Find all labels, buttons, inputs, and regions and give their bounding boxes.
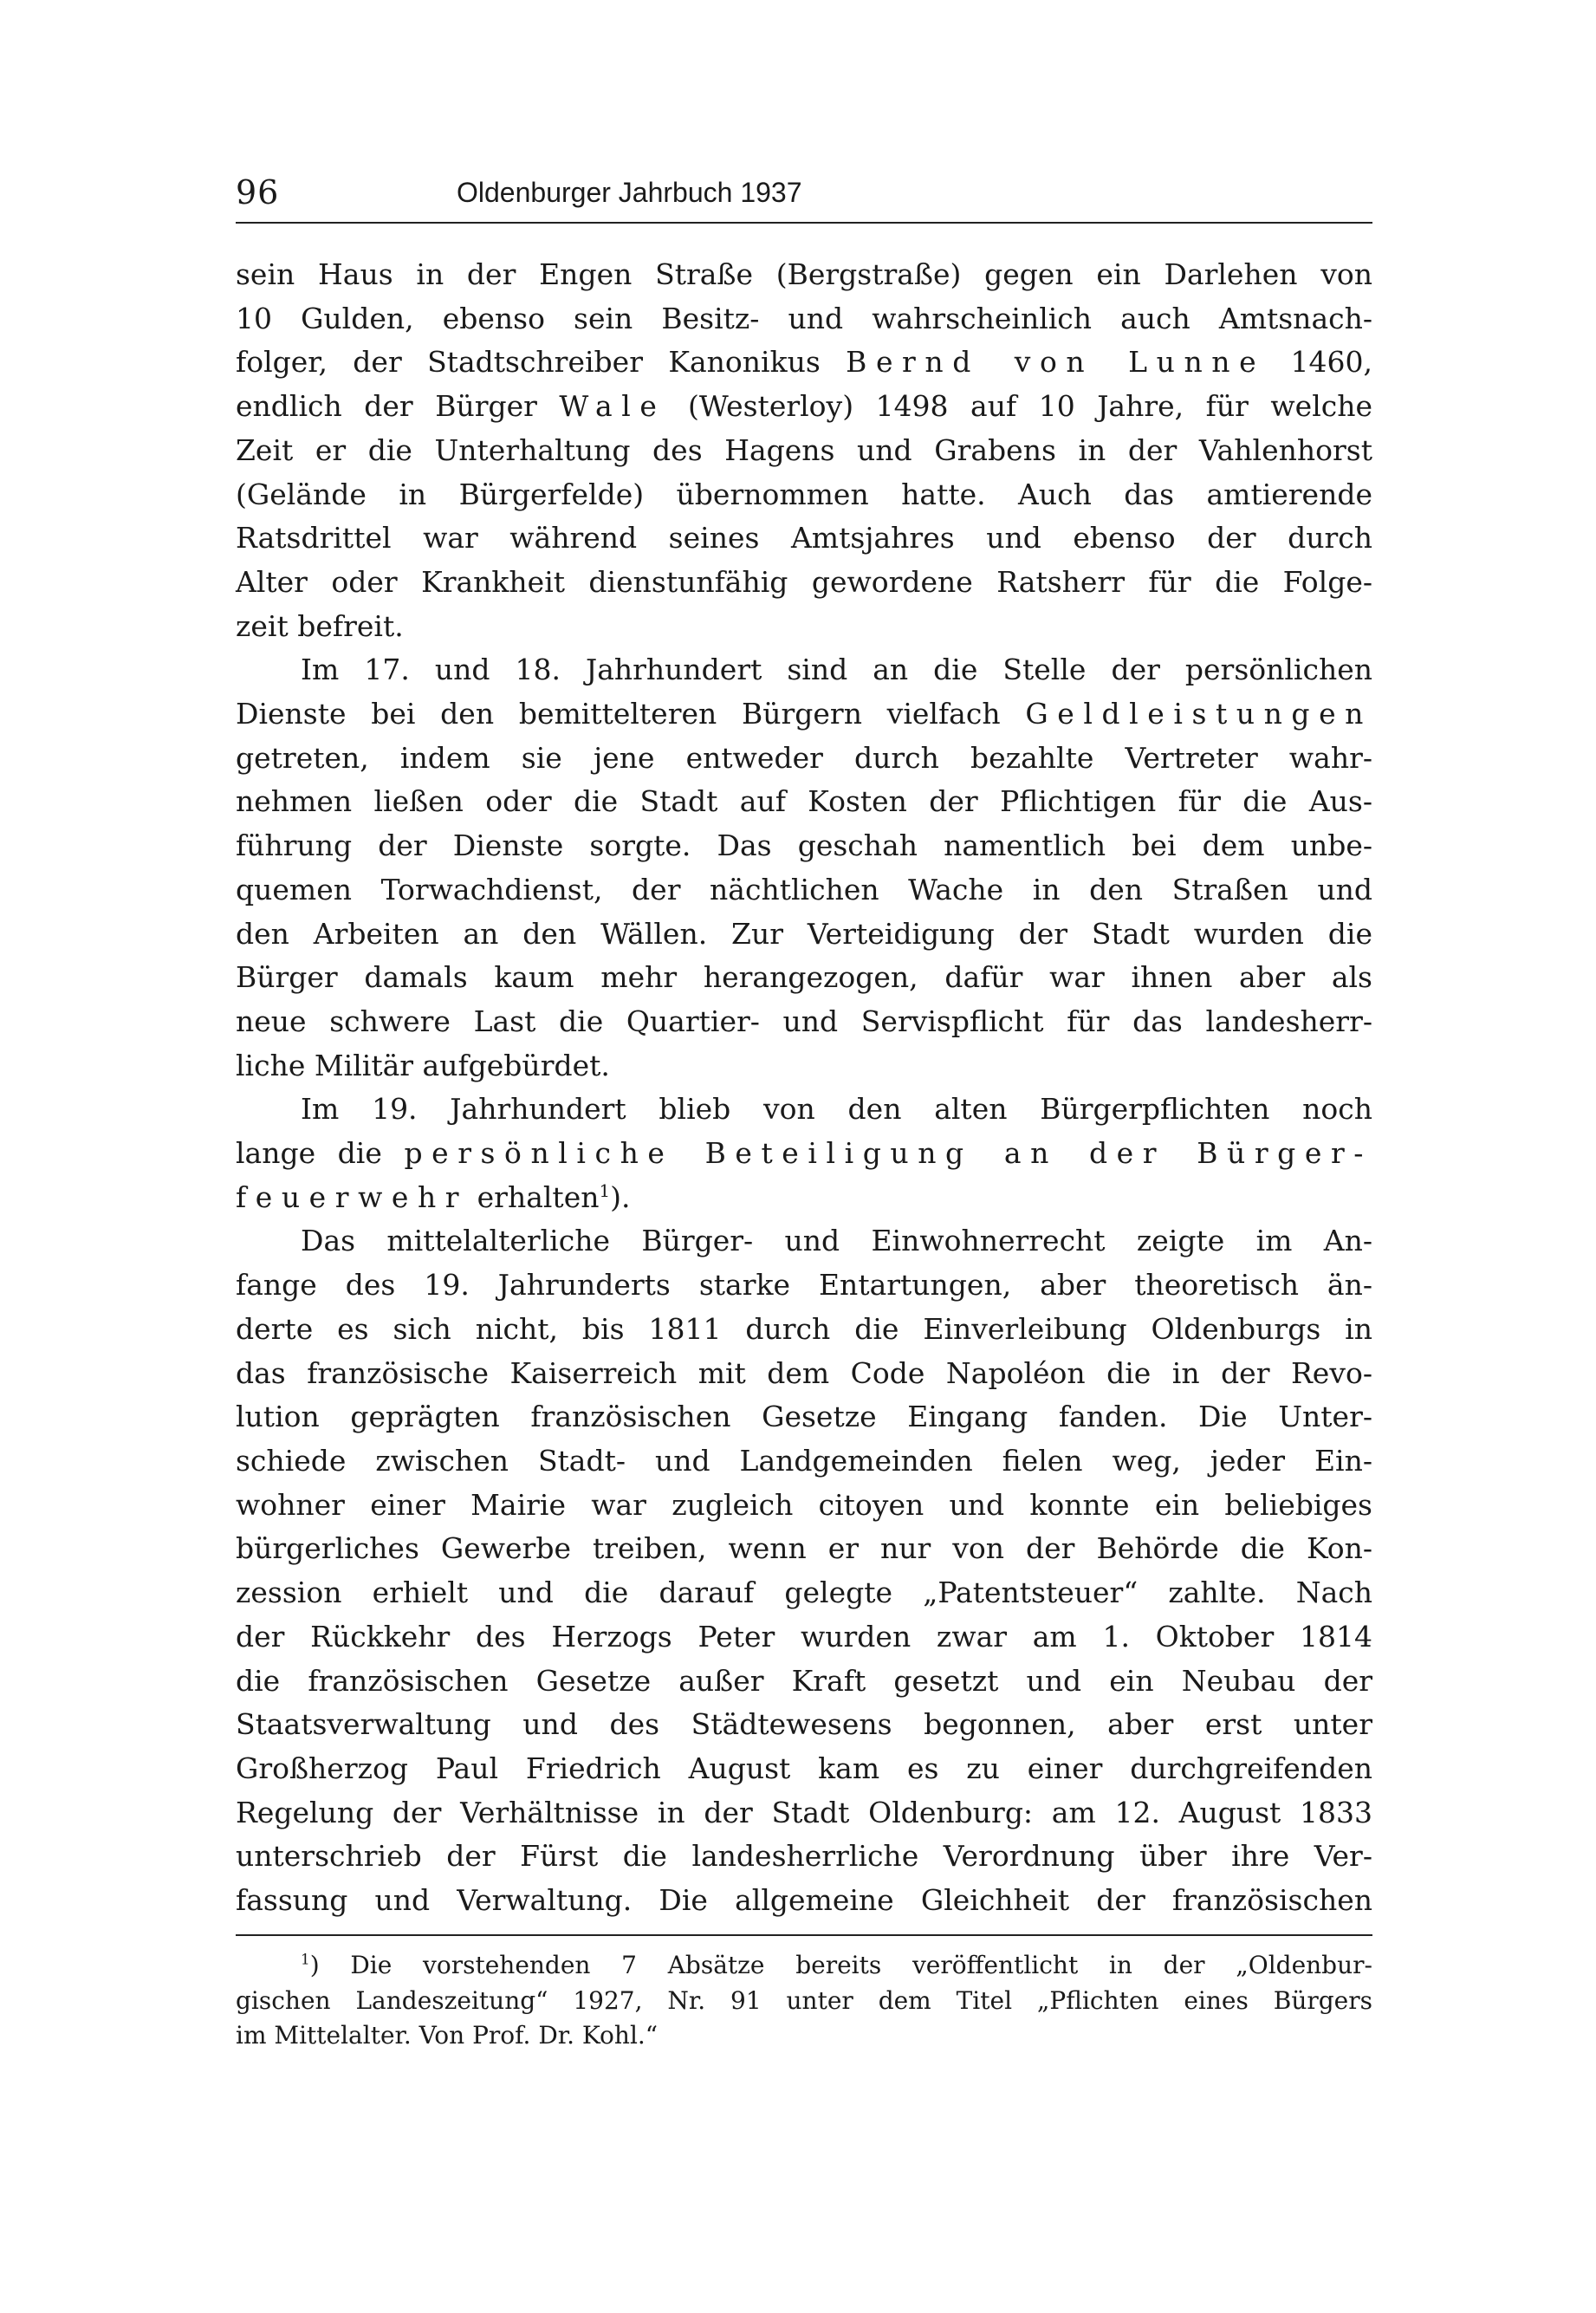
body-line	[236, 1660, 1372, 1704]
text-run: zession erhielt und die darauf gelegte „Patentsteuer“ zahlte. Nach	[236, 1576, 1372, 1610]
text-run: (Westerloy) 1498 auf 10 Jahre, für welche	[665, 389, 1373, 424]
text-run: (Gelände in Bürgerfelde) übernommen hatte. Auch das amtierende	[236, 477, 1372, 511]
body-line	[236, 1835, 1372, 1879]
spaced-emphasis: Wale	[559, 389, 666, 424]
body-line	[236, 913, 1372, 957]
footnotes	[236, 1948, 1372, 2054]
body-line	[236, 1088, 1372, 1132]
body-line	[236, 1439, 1372, 1484]
body-line	[236, 1132, 1372, 1176]
text-run: 1460,	[1265, 345, 1373, 380]
text-run: lange die	[236, 1136, 405, 1171]
body-line	[236, 737, 1372, 781]
body-line	[236, 868, 1372, 913]
text-run: den Arbeiten an den Wällen. Zur Verteidigung der Stadt wurden die	[236, 916, 1372, 951]
text-run: endlich der Bürger	[236, 389, 560, 424]
body-line	[236, 648, 1372, 692]
text-run: Dienste bei den bemittelteren Bürgern vielfach	[236, 697, 1026, 731]
spaced-emphasis: Bernd von Lunne	[846, 345, 1266, 380]
text-run: zeit befreit.	[236, 608, 404, 643]
body-line	[236, 561, 1372, 605]
body-line	[236, 1044, 1372, 1088]
text-run: nehmen ließen oder die Stadt auf Kosten der Pflichtigen für die Aus-	[236, 784, 1372, 819]
body-line	[236, 1264, 1372, 1308]
text-run: erhalten	[468, 1179, 600, 1214]
text-run: Großherzog Paul Friedrich August kam es zu einer durchgreifenden	[236, 1751, 1372, 1785]
text-run: das französische Kaiserreich mit dem Code Napoléon die in der Revo-	[236, 1355, 1372, 1390]
body-line	[236, 692, 1372, 737]
body-line	[236, 341, 1372, 385]
body-line	[236, 473, 1372, 517]
body-line	[236, 605, 1372, 649]
text-run: sein Haus in der Engen Straße (Bergstraße) gegen ein Darlehen von	[236, 257, 1372, 291]
text-run: Im 17. und 18. Jahrhundert sind an die Stelle der persönlichen	[301, 653, 1372, 687]
text-run: ) Die vorstehenden 7 Absätze bereits veröffentlicht in der „Oldenbur-	[309, 1951, 1372, 1979]
text-run: Bürger damals kaum mehr herangezogen, dafür war ihnen aber als	[236, 960, 1372, 995]
text-run: getreten, indem sie jene entweder durch bezahlte Vertreter wahr-	[236, 740, 1372, 775]
text-run: bürgerliches Gewerbe treiben, wenn er nur von der Behörde die Kon-	[236, 1531, 1372, 1566]
body-line	[236, 1352, 1372, 1396]
page-header	[236, 172, 1372, 224]
header-rule	[236, 222, 1372, 224]
text-run: Alter oder Krankheit dienstunfähig gewordene Ratsherr für die Folge-	[236, 564, 1372, 599]
body-line	[236, 780, 1372, 824]
body-line	[236, 1791, 1372, 1835]
text-run: quemen Torwachdienst, der nächtlichen Wache in den Straßen und	[236, 872, 1372, 906]
text-run: ).	[610, 1179, 631, 1214]
footnote-rule	[236, 1934, 1372, 1936]
text-run: Das mittelalterliche Bürger- und Einwohnerrecht zeigte im An-	[301, 1224, 1372, 1258]
footnote-line	[236, 2018, 1372, 2054]
text-run: folger, der Stadtschreiber Kanonikus	[236, 345, 847, 380]
spaced-emphasis: Geldleistungen	[1025, 697, 1372, 731]
body-line	[236, 1747, 1372, 1791]
body-line	[236, 1176, 1372, 1220]
text-run: führung der Dienste sorgte. Das geschah namentlich bei dem unbe-	[236, 828, 1372, 863]
text-run: schiede zwischen Stadt- und Landgemeinden fielen weg, jeder Ein-	[236, 1443, 1372, 1478]
body-line	[236, 824, 1372, 868]
text-run: Ratsdrittel war während seines Amtsjahres und ebenso der durch	[236, 521, 1372, 556]
text-run: neue schwere Last die Quartier- und Servispflicht für das landesherr-	[236, 1004, 1372, 1038]
text-run: fassung und Verwaltung. Die allgemeine Gleichheit der französischen	[236, 1883, 1372, 1918]
body-line	[236, 1615, 1372, 1660]
body-line	[236, 1527, 1372, 1571]
body-line	[236, 429, 1372, 473]
text-run: 10 Gulden, ebenso sein Besitz- und wahrscheinlich auch Amtsnach-	[236, 301, 1372, 335]
text-run: fange des 19. Jahrunderts starke Entartungen, aber theoretisch än-	[236, 1268, 1372, 1303]
footnote-line	[236, 1984, 1372, 2019]
text-run: derte es sich nicht, bis 1811 durch die Einverleibung Oldenburgs in	[236, 1311, 1372, 1346]
body-line	[236, 956, 1372, 1000]
text-run: unterschrieb der Fürst die landesherrliche Verordnung über ihre Ver-	[236, 1839, 1372, 1874]
text-run: liche Militär aufgebürdet.	[236, 1048, 610, 1082]
body-line	[236, 1571, 1372, 1615]
footnote-marker: 1	[301, 1950, 310, 1968]
body-line	[236, 253, 1372, 297]
body-line	[236, 1484, 1372, 1528]
body-line	[236, 1879, 1372, 1923]
body-line	[236, 1703, 1372, 1747]
body-line	[236, 297, 1372, 341]
spaced-emphasis: persönliche Beteiligung an der Bürger-	[404, 1136, 1372, 1171]
body-line	[236, 1308, 1372, 1352]
body-line	[236, 1219, 1372, 1264]
footnote-marker: 1	[599, 1180, 611, 1201]
body-line	[236, 517, 1372, 561]
body-line	[236, 385, 1372, 429]
text-run: wohner einer Mairie war zugleich citoyen und konnte ein beliebiges	[236, 1487, 1372, 1522]
text-run: Im 19. Jahrhundert blieb von den alten Bürgerpflichten noch	[301, 1092, 1372, 1127]
spaced-emphasis: feuerwehr	[236, 1179, 469, 1214]
body-text	[236, 253, 1372, 1923]
text-run: Zeit er die Unterhaltung des Hagens und Grabens in der Vahlenhorst	[236, 432, 1372, 467]
text-run: gischen Landeszeitung“ 1927, Nr. 91 unter dem Titel „Pflichten eines Bürgers	[236, 1985, 1372, 2015]
body-line	[236, 1000, 1372, 1044]
footnote-line	[236, 1948, 1372, 1984]
text-run: die französischen Gesetze außer Kraft gesetzt und ein Neubau der	[236, 1663, 1372, 1698]
text-run: der Rückkehr des Herzogs Peter wurden zwar am 1. Oktober 1814	[236, 1619, 1372, 1654]
text-run: im Mittelalter. Von Prof. Dr. Kohl.“	[236, 2021, 659, 2050]
page-number: 96	[236, 173, 280, 211]
text-run: lution geprägten französischen Gesetze Eingang fanden. Die Unter-	[236, 1400, 1372, 1434]
body-line	[236, 1395, 1372, 1439]
text-run: Staatsverwaltung und des Städtewesens begonnen, aber erst unter	[236, 1707, 1372, 1742]
running-head: Oldenburger Jahrbuch 1937	[457, 177, 802, 208]
text-run: Regelung der Verhältnisse in der Stadt Oldenburg: am 12. August 1833	[236, 1795, 1372, 1829]
